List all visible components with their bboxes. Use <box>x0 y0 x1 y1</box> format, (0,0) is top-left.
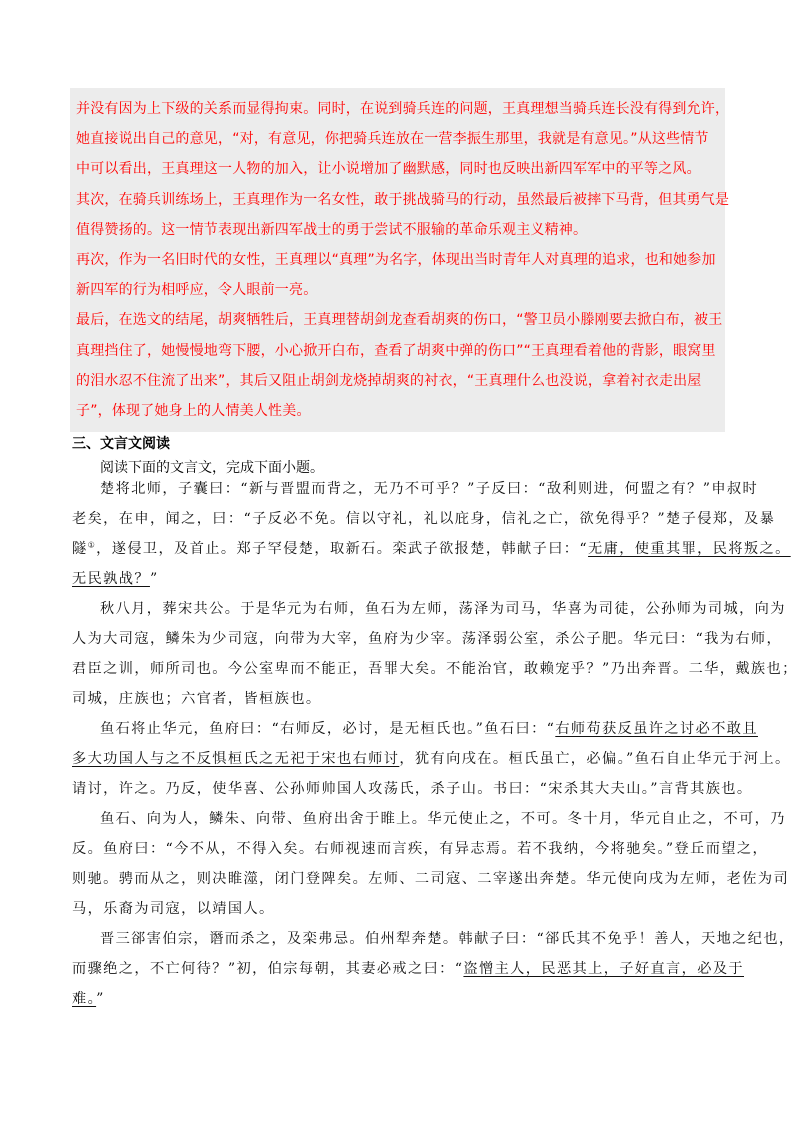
passage-line <box>72 564 732 594</box>
reading-instruction: 阅读下面的文言文，完成下面小题。 <box>100 460 324 476</box>
answer-explanation-block <box>70 88 730 432</box>
passage-line: 人为大司寇，鳞朱为少司寇，向带为大宰，鱼府为少宰。荡泽弱公室，杀公子肥。华元曰：“我为右师， <box>72 631 783 647</box>
passage-text: ” <box>149 571 159 587</box>
passage-text: 而骤绝之，不亡何待？”初，伯宗每朝，其妻必戒之曰：“ <box>72 961 464 977</box>
answer-line: 再次，作为一名旧时代的女性，王真理以“真理”为名字，体现出当时青年人对真理的追求，也和她参加 <box>76 252 716 269</box>
passage-line: 马，乐裔为司寇，以靖国人。 <box>72 901 275 917</box>
passage-line: 君臣之训，师所司也。今公室卑而不能正，吾罪大矣。不能治官，敢赖宠乎？”乃出奔晋。二华，戴族也； <box>72 661 798 677</box>
footnote-marker: ① <box>87 540 97 550</box>
answer-line: 最后，在选文的结尾，胡爽牺牲后，王真理替胡剑龙查看胡爽的伤口，“警卫员小滕刚要去掀白布，被王 <box>76 312 723 329</box>
passage-line <box>72 534 791 564</box>
underlined-sentence: 无民孰战？ <box>72 571 150 587</box>
answer-line: 的泪水忍不住流了出来”，其后又阻止胡剑龙烧掉胡爽的衬衣，“王真理什么也没说，拿着衬衣走出屋 <box>76 372 702 389</box>
passage-text: ” <box>96 991 105 1007</box>
passage-line <box>72 984 732 1014</box>
passage-line: 鱼石、向为人，鳞朱、向带、鱼府出舍于睢上。华元使止之，不可。冬十月，华元自止之，不可，乃 <box>100 811 786 827</box>
underlined-sentence: 无庸，使重其罪，民将叛之。 <box>588 541 791 557</box>
answer-line: 子”，体现了她身上的人情美人性美。 <box>76 403 311 420</box>
passage-line: 请讨，许之。乃反，使华喜、公孙师帅国人攻荡氏，杀子山。书曰：“宋杀其大夫山。”言背其族也。 <box>72 781 753 797</box>
passage-line: 则驰。骋而从之，则决睢澨，闭门登陴矣。左师、二司寇、二宰遂出奔楚。华元使向戌为左师，老佐为司 <box>72 871 790 887</box>
passage-text: ，犹有向戌在。桓氏虽亡，必偏。”鱼石自止华元于河上。 <box>399 751 791 767</box>
answer-line: 她直接说出自己的意见，“对，有意见，你把骑兵连放在一营李振生那里，我就是有意见。”从这些情节 <box>76 131 709 148</box>
answer-line: 其次，在骑兵训练场上，王真理作为一名女性，敢于挑战骑马的行动，虽然最后被摔下马背，但其勇气是 <box>76 191 730 208</box>
passage-text: 鱼石将止华元，鱼府曰：“右师反，必讨，是无桓氏也。”鱼石曰：“ <box>100 721 556 737</box>
passage-line <box>72 744 791 774</box>
passage-line <box>72 714 758 744</box>
underlined-sentence: 难。 <box>72 991 97 1007</box>
passage-line: 老矣，在申，闻之，曰：“子反必不免。信以守礼，礼以庇身，信礼之亡，欲免得乎？”楚子侵郑，及暴 <box>72 511 776 527</box>
passage-paragraph-3 <box>72 714 791 804</box>
answer-line: 中可以看出，王真理这一人物的加入，让小说增加了幽默感，同时也反映出新四军军中的平等之风。 <box>76 161 701 178</box>
passage-paragraph-4 <box>72 804 790 924</box>
section-heading: 三、文言文阅读 <box>72 436 170 452</box>
classical-chinese-passage <box>72 474 798 1014</box>
passage-line: 楚将北师，子囊曰：“新与晋盟而背之，无乃不可乎？”子反曰：“敌利则进，何盟之有？”申叔时 <box>100 481 759 497</box>
passage-line: 反。鱼府曰：“今不从，不得入矣。右师视速而言疾，有异志焉。若不我纳，今将驰矣。”登丘而望之， <box>72 841 769 857</box>
passage-paragraph-1 <box>72 474 791 594</box>
underlined-sentence: 右师苟获反虽许之讨必不敢且 <box>555 721 758 737</box>
passage-line <box>72 954 744 984</box>
underlined-sentence: 盗憎主人，民恶其上，子好直言，必及于 <box>463 961 744 977</box>
passage-text: ，遂侵卫，及首止。郑子罕侵楚，取新石。栾武子欲报楚，韩献子曰：“ <box>96 541 589 557</box>
answer-line: 新四军的行为相呼应，令人眼前一亮。 <box>76 282 318 299</box>
passage-line: 司城，庄族也；六官者，皆桓族也。 <box>72 691 322 707</box>
answer-line: 值得赞扬的。这一情节表现出新四军战士的勇于尝试不服输的革命乐观主义精神。 <box>76 221 588 238</box>
passage-paragraph-5 <box>72 924 795 1014</box>
underlined-sentence: 多大功国人与之不反惧桓氏之无祀于宋也右师讨 <box>72 751 400 767</box>
passage-text: 隧 <box>72 541 88 557</box>
answer-line: 真理挡住了，她慢慢地弯下腰，小心掀开白布，查看了胡爽中弹的伤口”“王真理看着他的背影，眼窝里 <box>76 342 716 359</box>
passage-paragraph-2 <box>72 594 798 714</box>
passage-line: 秋八月，葬宋共公。于是华元为右师，鱼石为左师，荡泽为司马，华喜为司徒，公孙师为司城，向为 <box>100 601 786 617</box>
answer-line: 并没有因为上下级的关系而显得拘束。同时，在说到骑兵连的问题，王真理想当骑兵连长没有得到允许， <box>76 101 730 117</box>
passage-line: 晋三郤害伯宗，谮而杀之，及栾弗忌。伯州犁奔楚。韩献子曰：“郤氏其不免乎！善人，天地之纪也， <box>100 931 795 947</box>
